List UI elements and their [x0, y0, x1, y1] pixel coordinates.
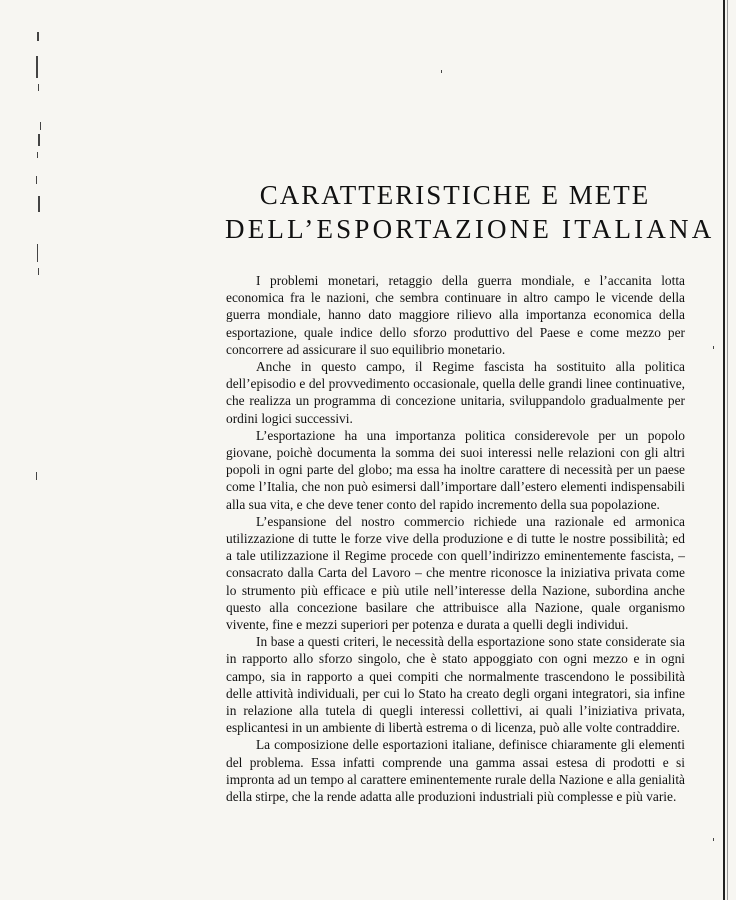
scan-speck: [441, 70, 442, 73]
body-text: [226, 272, 685, 805]
paragraph-5: In base a questi criteri, le necessità della esportazione sono state considerate sia in rapporto allo sforzo singolo, che è stato appoggiato con ogni mezzo e in ogni campo, sia in rapporto a quei compiti che normalmente trascendono le possibilità delle attività individuali, per cui lo Stato ha creato degli organi integratori, sia infine in relazione alla tutela di quegli interessi collettivi, ai quali l’iniziativa privata, esplicantesi in un ambiente di libertà estrema o di licenza, può alle volte contraddire.: [226, 634, 685, 736]
scan-speck: [38, 84, 39, 91]
scan-speck: [38, 134, 40, 146]
paragraph-6: La composizione delle esportazioni italiane, definisce chiaramente gli elementi del problema. Essa infatti comprende una gamma assai estesa di prodotti e si impronta ad un tempo al carattere eminentemente rurale della Nazione e alla genialità della stirpe, che la rende adatta alle produzioni industriali più complesse e più varie.: [226, 737, 685, 805]
scan-speck: [36, 176, 37, 184]
page-edge-shadow: [723, 0, 725, 900]
scan-speck: [37, 32, 39, 41]
scan-speck: [36, 472, 37, 480]
paragraph-4: L’espansione del nostro commercio richiede una razionale ed armonica utilizzazione di tutte le forze vive della produzione e di tutte le nostre possibilità; ed a tale utilizzazione il Regime procede con quell’indirizzo eminentemente fascista, – consacrato dalla Carta del Lavoro – che mentre riconosce la iniziativa privata come lo strumento più efficace e più utile nell’interesse della Nazione, subordina anche questo alla concezione basilare che attribuisce alla Nazione, quale organismo vivente, fine e mezzi superiori per potenza e durata a quelli degli individui.: [226, 513, 685, 633]
title-line-2: DELL’ESPORTAZIONE ITALIANA: [225, 214, 715, 244]
scan-speck: [713, 838, 714, 841]
scan-speck: [38, 196, 40, 212]
paragraph-2: Anche in questo campo, il Regime fascista ha sostituito alla politica dell’episodio e del provvedimento occasionale, quella delle grandi linee continuative, che realizza un programma di concezione unitaria, sviluppandolo gradualmente per ordini logici successivi.: [226, 359, 685, 426]
chapter-title: [225, 178, 715, 246]
title-line-1: CARATTERISTICHE E METE: [259, 180, 651, 210]
paragraph-3: L’esportazione ha una importanza politica considerevole per un popolo giovane, poichè documenta la somma dei suoi interessi nelle relazioni con gli altri popoli in ogni parte del globo; ma essa ha inoltre carattere di necessità per un paese come l’Italia, che non può esimersi dall’importare dall’estero elementi indispensabili alla sua vita, e che deve tener conto del rapido incremento della sua popolazione.: [226, 427, 685, 512]
scan-speck: [38, 268, 39, 275]
scan-speck: [37, 152, 38, 158]
scan-speck: [37, 244, 38, 262]
scan-speck: [36, 56, 38, 78]
page-edge-line: [727, 0, 728, 900]
paragraph-1: I problemi monetari, retaggio della guerra mondiale, e l’accanita lotta economica fra le nazioni, che sembra continuare in altro campo le vicende della guerra mondiale, hanno dato maggiore rilievo alla importanza economica della esportazione, quale indice dello sforzo produttivo del Paese e come mezzo per concorrere ad assicurare il suo equilibrio monetario.: [226, 273, 685, 357]
scan-speck: [40, 122, 41, 130]
scan-speck: [713, 346, 714, 349]
